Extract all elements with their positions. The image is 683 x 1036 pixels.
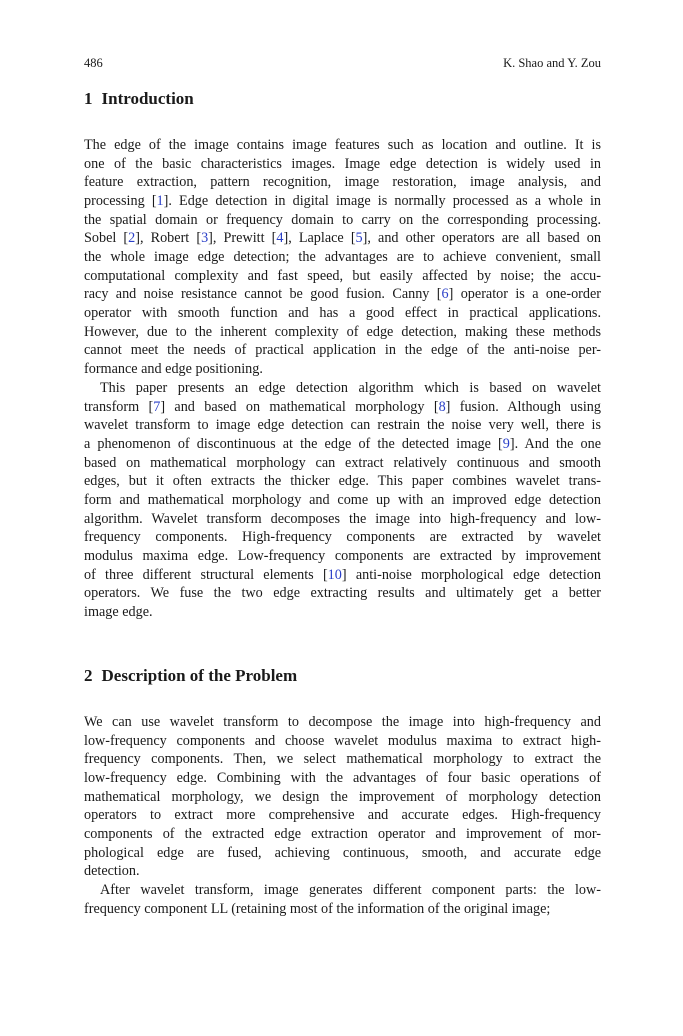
text-line: wavelet transform to image edge detection can restrain the noise very well, there is xyxy=(84,417,601,434)
page-number: 486 xyxy=(84,56,103,70)
paragraph xyxy=(84,379,601,622)
text-line: image edge. xyxy=(84,603,153,620)
text-line: We can use wavelet transform to decompose the image into high-frequency and xyxy=(84,714,601,730)
citation-link[interactable]: 3 xyxy=(201,230,209,247)
citation-link[interactable]: 5 xyxy=(355,230,363,247)
text-line: processing [1]. Edge detection in digital image is normally processed as a whole in xyxy=(84,192,601,209)
text-line: low-frequency components and choose wavelet modulus maxima to extract high- xyxy=(84,732,601,749)
running-header-authors: K. Shao and Y. Zou xyxy=(503,56,601,70)
text-line: components of the extracted edge extraction operator and improvement of mor- xyxy=(84,825,601,842)
section-heading-introduction xyxy=(84,89,194,109)
text-line: After wavelet transform, image generates different component parts: the low- xyxy=(100,882,601,898)
text-line: frequency components. High-frequency components are extracted by wavelet xyxy=(84,529,601,546)
text-line: one of the basic characteristics images. Image edge detection is widely used in xyxy=(84,155,601,172)
text-line: operator with smooth function and has a good effect in practical applications. xyxy=(84,304,601,321)
citation-link[interactable]: 1 xyxy=(156,192,164,209)
text-line: of three different structural elements [10] anti-noise morphological edge detection xyxy=(84,566,601,583)
text-line: operators. We fuse the two edge extracting results and ultimately get a better xyxy=(84,585,601,602)
text-line: This paper presents an edge detection algorithm which is based on wavelet xyxy=(100,380,601,396)
citation-link[interactable]: 9 xyxy=(502,435,510,452)
text-line: the spatial domain or frequency domain to carry on the corresponding processing. xyxy=(84,211,601,228)
text-line: based on mathematical morphology can extract relatively continuous and smooth xyxy=(84,454,601,471)
text-line: transform [7] and based on mathematical morphology [8] fusion. Although using xyxy=(84,398,601,415)
text-line: form and mathematical morphology and come up with an improved edge detection xyxy=(84,491,601,508)
citation-link[interactable]: 8 xyxy=(438,398,446,415)
text-line: modulus maxima edge. Low-frequency components are extracted by improvement xyxy=(84,547,601,564)
paragraph xyxy=(84,881,601,918)
text-line: frequency component LL (retaining most of the information of the original image; xyxy=(84,900,551,917)
text-line: a phenomenon of discontinuous at the edge of the detected image [9]. And the one xyxy=(84,435,602,452)
section-title: Introduction xyxy=(101,89,194,108)
paragraph xyxy=(84,713,601,881)
citation-link[interactable]: 4 xyxy=(276,230,284,247)
text-line: formance and edge positioning. xyxy=(84,360,263,377)
text-line: computational complexity and fast speed, but easily affected by noise; the accu- xyxy=(84,267,601,284)
text-line: the whole image edge detection; the advantages are to achieve convenient, small xyxy=(84,248,601,265)
text-line: low-frequency edge. Combining with the advantages of four basic operations of xyxy=(84,769,601,786)
text-line: algorithm. Wavelet transform decomposes the image into high-frequency and low- xyxy=(84,510,601,527)
text-line: The edge of the image contains image features such as location and outline. It is xyxy=(84,137,601,153)
text-line: frequency components. Then, we select mathematical morphology to extract the xyxy=(84,751,601,768)
text-line: mathematical morphology, we design the improvement of morphology detection xyxy=(84,788,601,805)
section-number: 2 xyxy=(84,666,93,685)
citation-link[interactable]: 2 xyxy=(128,230,136,247)
text-line: cannot meet the needs of practical application in the edge of the anti-noise per- xyxy=(84,342,601,359)
citation-link[interactable]: 6 xyxy=(441,286,449,303)
text-line: edges, but it often extracts the thicker edge. This paper combines wavelet trans- xyxy=(84,473,601,490)
text-line: detection. xyxy=(84,863,140,880)
paragraph xyxy=(84,136,601,379)
text-line: However, due to the inherent complexity of edge detection, making these methods xyxy=(84,323,601,340)
text-line: operators to extract more comprehensive and accurate edges. High-frequency xyxy=(84,807,601,824)
citation-link[interactable]: 7 xyxy=(153,398,161,415)
citation-link[interactable]: 10 xyxy=(327,566,342,583)
section-number: 1 xyxy=(84,89,93,108)
section-title: Description of the Problem xyxy=(101,666,298,685)
text-line: Sobel [2], Robert [3], Prewitt [4], Laplace [5], and other operators are all based on xyxy=(84,230,601,247)
text-line: racy and noise resistance cannot be good fusion. Canny [6] operator is a one-order xyxy=(84,286,602,303)
text-line: feature extraction, pattern recognition, image restoration, image analysis, and xyxy=(84,174,601,191)
section-heading-description-of-the-problem xyxy=(84,666,297,686)
text-line: phological edge are fused, achieving continuous, smooth, and accurate edge xyxy=(84,844,601,861)
